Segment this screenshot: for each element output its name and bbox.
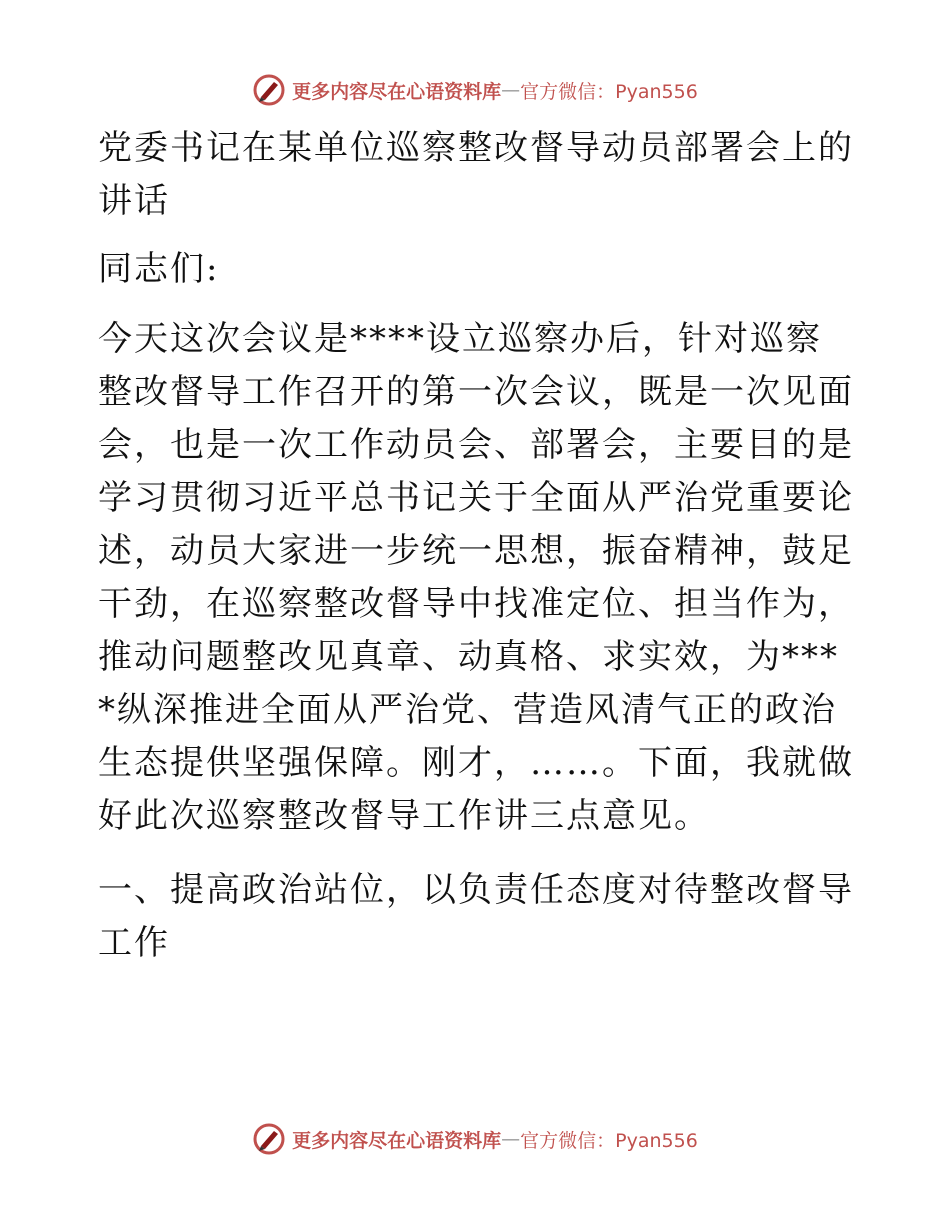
document-title: 党委书记在某单位巡察整改督导动员部署会上的讲话 xyxy=(98,128,854,221)
footer-watermark xyxy=(0,1119,950,1159)
header-watermark xyxy=(0,70,950,110)
separator: — xyxy=(501,1128,521,1150)
library-text: 更多内容尽在心语资料库 xyxy=(292,80,502,103)
body-paragraph: 今天这次会议是****设立巡察办后，针对巡察整改督导工作召开的第一次会议，既是一次见面会，也是一次工作动员会、部署会，主要目的是学习贯彻习近平总书记关于全面从严治党重要论述，动员大家进一步统一思想，振奋精神，鼓足干劲，在巡察整改督导中找准定位、担当作为，推动问题整改见真章、动真格、求实效，为****纵深推进全面从严治党、营造风清气正的政治生态提供坚强保障。刚才，……。下面，我就做好此次巡察整改督导工作讲三点意见。 xyxy=(98,319,854,836)
official-wechat-text: 官方微信：Pyan556 xyxy=(520,1129,698,1152)
section-heading: 一、提高政治站位，以负责任态度对待整改督导工作 xyxy=(98,870,854,963)
separator: — xyxy=(501,79,521,101)
library-text: 更多内容尽在心语资料库 xyxy=(292,1129,502,1152)
official-wechat-text: 官方微信：Pyan556 xyxy=(520,80,698,103)
pen-logo-icon xyxy=(252,1122,286,1156)
document-body xyxy=(98,122,856,970)
salutation: 同志们: xyxy=(98,249,220,289)
pen-logo-icon xyxy=(252,73,286,107)
